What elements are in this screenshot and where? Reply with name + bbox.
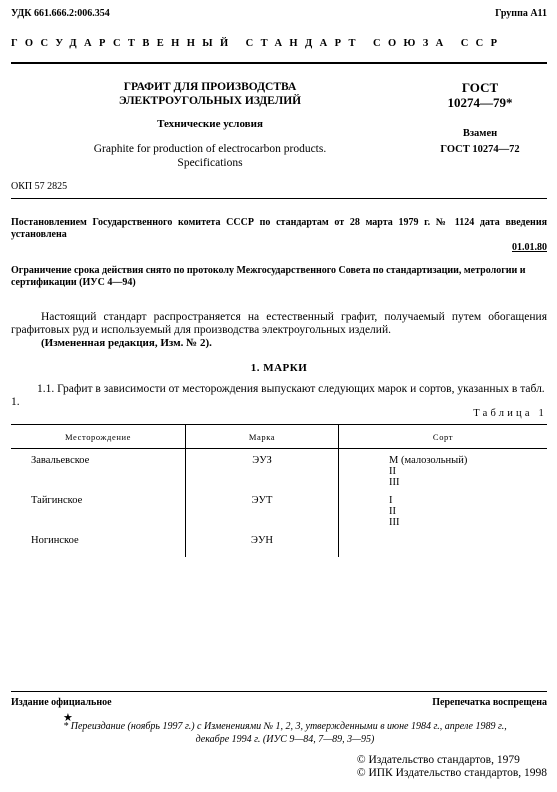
top-divider <box>11 62 547 64</box>
clause-1-1: 1.1. Графит в зависимости от месторождения выпускают следующих марок и сортов, указанных в табл. 1. <box>11 383 545 408</box>
gost-number: 10274—79* <box>447 95 513 110</box>
official-edition-label: Издание официальное <box>11 697 112 708</box>
star-icon: ★ <box>63 712 73 724</box>
group-code: Группа А11 <box>495 8 547 19</box>
english-title-line-2: Specifications <box>177 157 243 169</box>
replaces-block <box>420 126 540 158</box>
column-header-mark: Марка <box>185 425 338 449</box>
grade-value: I <box>389 495 393 506</box>
reissue-line-1: * Переиздание (ноябрь 1997 г.) с Изменениями № 1, 2, 3, утвержденными в июне 1984 г., апреле 1989 г., <box>63 721 507 732</box>
table-caption: Таблица 1 <box>473 408 547 419</box>
grade-value: М (малозольный) <box>389 455 468 466</box>
amendment-note: (Измененная редакция, Изм. № 2). <box>41 337 212 349</box>
mark-cell: ЭУН <box>185 529 338 557</box>
grade-cell <box>339 529 547 557</box>
reissue-note <box>30 720 540 746</box>
copyright-line-2: © ИПК Издательство стандартов, 1998 <box>356 767 547 779</box>
gost-label: ГОСТ <box>461 80 499 95</box>
copyright-line-1: © Издательство стандартов, 1979 <box>356 754 520 766</box>
reissue-line-2: декабре 1994 г. (ИУС 9—84, 7—89, 3—95) <box>195 734 375 745</box>
column-header-grade: Сорт <box>339 425 547 449</box>
gost-designation <box>420 80 540 110</box>
replaces-label: Взамен <box>462 128 498 139</box>
grade-value: II <box>389 466 397 477</box>
copyright-block <box>357 754 547 780</box>
standard-title: ГОСУДАРСТВЕННЫЙ СТАНДАРТ СОЮЗА ССР <box>11 38 505 49</box>
mark-cell: ЭУЗ <box>185 449 338 490</box>
middle-divider <box>11 198 547 199</box>
deposit-cell: Тайгинское <box>11 489 185 529</box>
english-title-line-1: Graphite for production of electrocarbon products. <box>93 143 327 155</box>
footer-divider <box>11 691 547 692</box>
okp-code: ОКП 57 2825 <box>11 181 68 192</box>
table-row <box>11 449 547 490</box>
grade-cell <box>339 489 547 529</box>
reprint-prohibited-label: Перепечатка воспрещена <box>432 697 547 708</box>
column-header-deposit: Месторождение <box>11 425 185 449</box>
mark-cell: ЭУТ <box>185 489 338 529</box>
table-header-row <box>11 425 547 449</box>
limitation-notice: Ограничение срока действия снято по протоколу Межгосударственного Совета по стандартизации, метрологии и сертификации (ИУС 4—94) <box>11 265 526 288</box>
introduction-date: 01.01.80 <box>512 242 547 253</box>
document-title <box>70 80 350 108</box>
grades-table <box>11 424 547 557</box>
deposit-cell: Ногинское <box>11 529 185 557</box>
scope-paragraph: Настоящий стандарт распространяется на естественный графит, получаемый путем обогащения графитовых руд и используемый для производства электроугольных изделий. <box>11 311 547 336</box>
document-title-line-1: ГРАФИТ ДЛЯ ПРОИЗВОДСТВА <box>123 81 297 93</box>
grade-value: III <box>389 517 400 528</box>
document-subtitle: Технические условия <box>157 118 263 130</box>
decree-text: Постановлением Государственного комитета СССР по стандартам от 28 марта 1979 г. № 1124 дата введения установлена <box>11 217 547 240</box>
section-heading: 1. МАРКИ <box>250 362 308 374</box>
table-row <box>11 489 547 529</box>
document-title-english <box>60 142 360 170</box>
udk-code: УДК 661.666.2:006.354 <box>11 8 110 19</box>
table-row <box>11 529 547 557</box>
grade-cell <box>339 449 547 490</box>
deposit-cell: Завальевское <box>11 449 185 490</box>
grade-value: II <box>389 506 397 517</box>
grade-value: III <box>389 477 400 488</box>
document-title-line-2: ЭЛЕКТРОУГОЛЬНЫХ ИЗДЕЛИЙ <box>118 95 302 107</box>
replaces-number: ГОСТ 10274—72 <box>440 144 520 155</box>
